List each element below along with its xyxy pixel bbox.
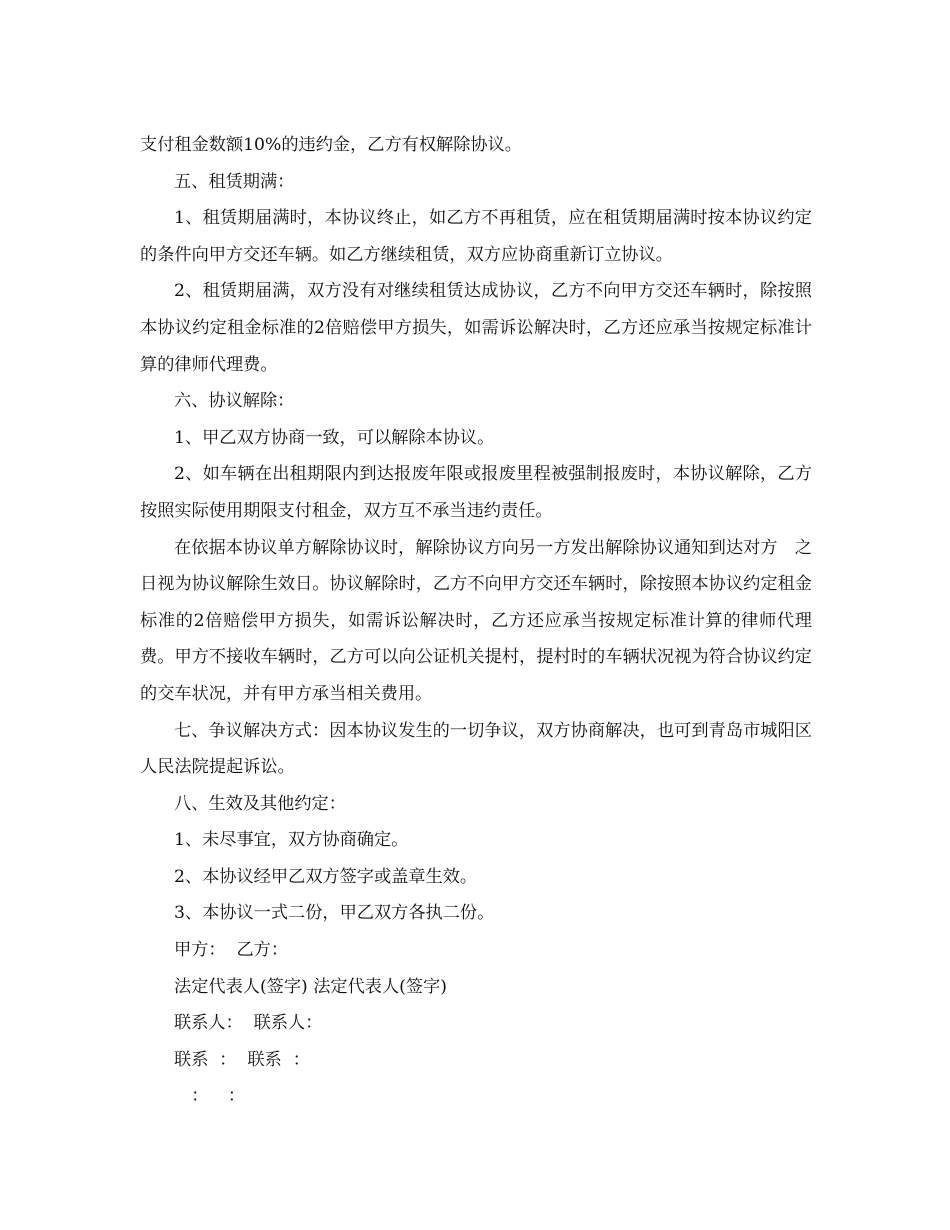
signature-parties-line: 甲方： 乙方： [174, 940, 289, 961]
document-body [140, 127, 812, 1115]
paragraph-termination-2: 2、如车辆在出租期限内到达报废年限或报废里程被强制报废时，本协议解除，乙方按照实际使用期限支付租金，双方互不承当违约责任。 [140, 464, 812, 521]
paragraph-lease-expiry-2: 2、租赁期届满，双方没有对继续租赁达成协议，乙方不向甲方交还车辆时，除按照本协议约定租金标准的2倍赔偿甲方损失，如需诉讼解决时，乙方还应承当按规定标准计算的律师代理费。 [140, 281, 812, 375]
section-heading-effectiveness: 八、生效及其他约定： [174, 793, 346, 814]
paragraph-unilateral-termination: 在依据本协议单方解除协议时，解除协议方向另一方发出解除协议通知到达对方 之日视为协议解除生效日。协议解除时，乙方不向甲方交还车辆时，除按照本协议约定租金标准的2倍赔偿甲方损失，如需诉讼解决时，乙方还应承当按规定标准计算的律师代理费。甲方不接收车辆时，乙方可以向公证机关提村，提村时的车辆状况视为符合协议约定的交车状况，并有甲方承当相关费用。 [140, 537, 812, 704]
signature-contact-person-line: 联系人： 联系人： [174, 1013, 323, 1034]
signature-colon-line: ： ： [174, 1086, 246, 1107]
paragraph-effectiveness-2: 2、本协议经甲乙双方签字或盖章生效。 [174, 866, 478, 887]
signature-contact-line: 联系 ： 联系 ： [174, 1049, 310, 1070]
paragraph-lease-expiry-1: 1、租赁期届满时，本协议终止，如乙方不再租赁，应在租赁期届满时按本协议约定的条件向甲方交还车辆。如乙方继续租赁，双方应协商重新订立协议。 [140, 208, 812, 265]
paragraph-effectiveness-1: 1、未尽事宜，双方协商确定。 [174, 830, 409, 851]
signature-representatives-line: 法定代表人(签字) 法定代表人(签字) [174, 976, 447, 997]
paragraph-penalty-continuation: 支付租金数额10%的违约金，乙方有权解除协议。 [140, 135, 522, 155]
section-heading-lease-expiry: 五、租赁期满： [174, 171, 295, 192]
section-heading-termination: 六、协议解除： [174, 391, 295, 412]
section-dispute-resolution: 七、争议解决方式：因本协议发生的一切争议，双方协商解决，也可到青岛市城阳区人民法院提起诉讼。 [140, 720, 812, 778]
paragraph-termination-1: 1、甲乙双方协商一致，可以解除本协议。 [174, 427, 495, 448]
paragraph-effectiveness-3: 3、本协议一式二份，甲乙双方各执二份。 [174, 903, 495, 924]
